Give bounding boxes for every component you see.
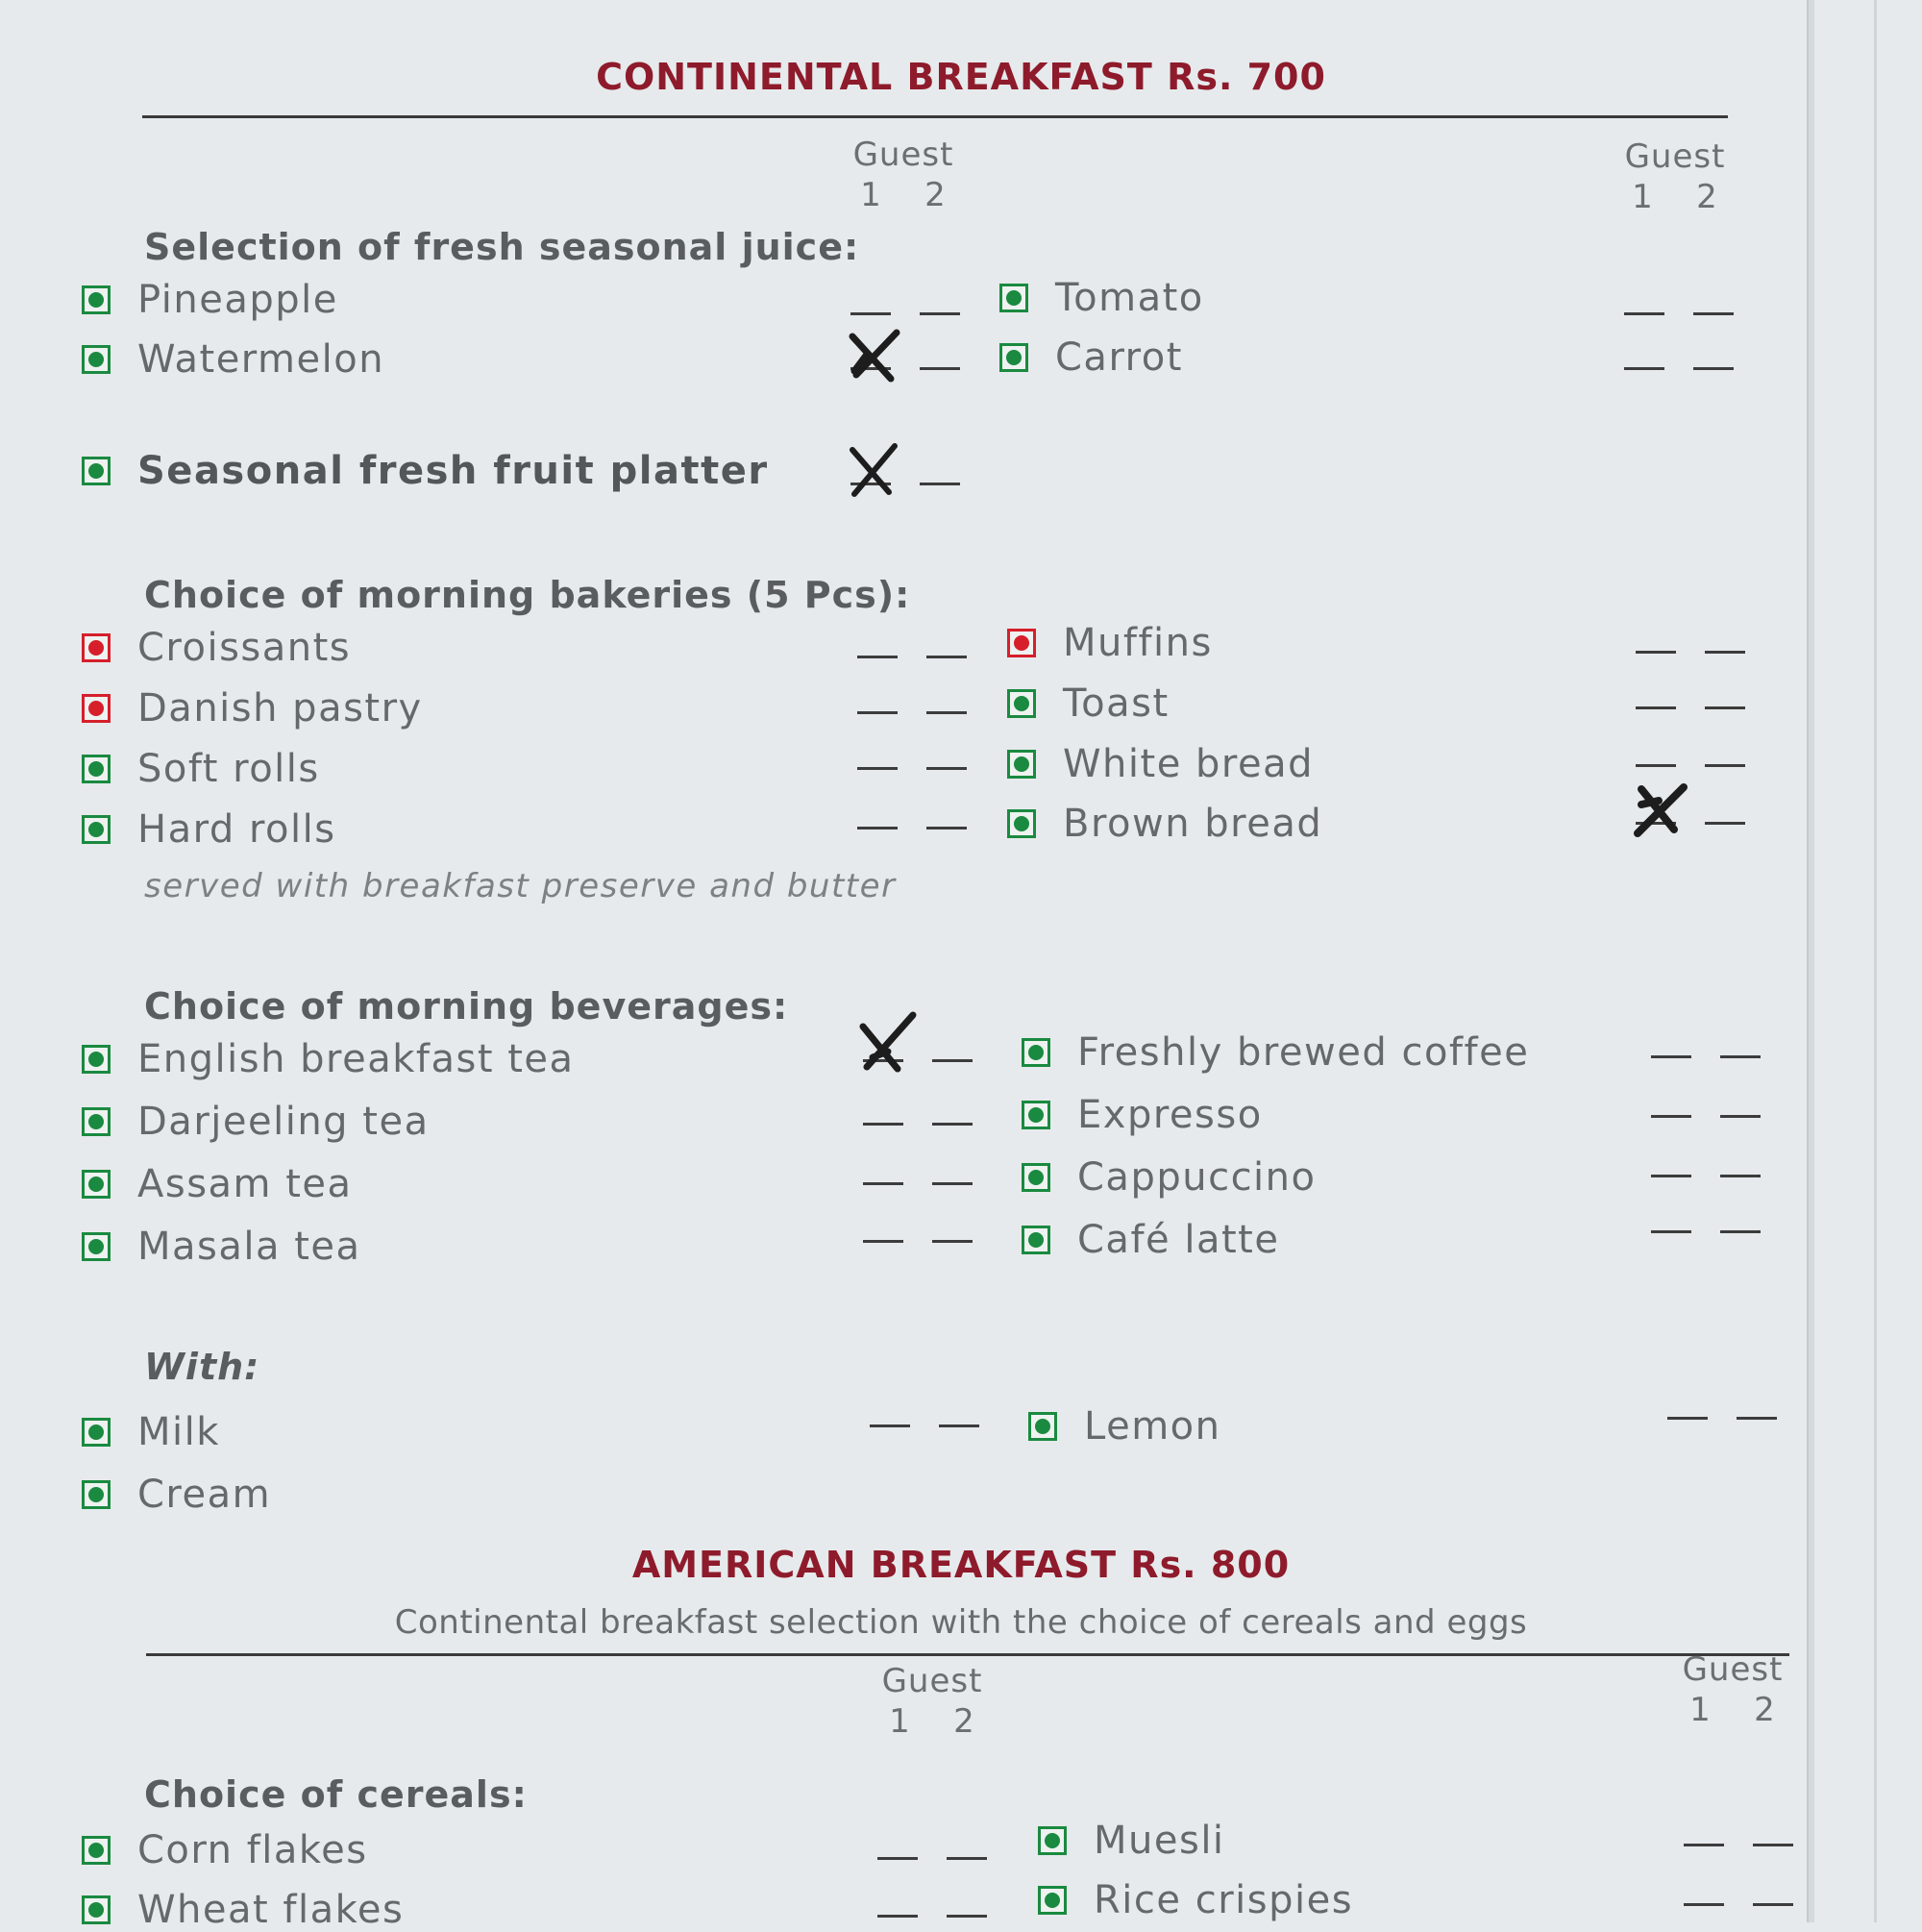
guest-1-checkbox[interactable]: [877, 1857, 918, 1860]
item-name: Hard rolls: [137, 807, 336, 852]
guest-blanks-soft-rolls: [857, 767, 967, 770]
guest-blanks-toast: [1636, 706, 1745, 709]
guest-blanks-tomato: [1624, 312, 1734, 315]
menu-item-wheat-flakes: [82, 1889, 404, 1931]
guest-blanks-brown-bread: [1636, 822, 1745, 825]
guest-1-checkbox[interactable]: [1684, 1903, 1724, 1906]
item-name: Pineapple: [137, 278, 338, 322]
veg-icon: [999, 343, 1028, 372]
item-name: Watermelon: [137, 337, 385, 382]
guest-2-checkbox[interactable]: [939, 1424, 979, 1427]
menu-item-brown-bread: [1007, 803, 1322, 845]
guest-2-checkbox[interactable]: [1720, 1055, 1761, 1058]
item-name: Assam tea: [137, 1162, 353, 1206]
veg-icon: [82, 755, 111, 783]
check-mark-icon: [1632, 781, 1689, 839]
guest-1-checkbox[interactable]: [1651, 1230, 1691, 1233]
guest-blanks-darjeeling-tea: [863, 1123, 973, 1126]
guest-2-checkbox[interactable]: [1705, 706, 1745, 709]
divider: [142, 115, 1728, 118]
guest-1-checkbox[interactable]: [1636, 706, 1676, 709]
guest-1-checkbox[interactable]: [1624, 367, 1664, 370]
veg-icon: [1038, 1826, 1067, 1855]
guest-blanks-cappuccino: [1651, 1175, 1761, 1177]
guest-1-label: 1: [860, 176, 882, 214]
non-veg-icon: [82, 633, 111, 662]
guest-1-checkbox[interactable]: [863, 1123, 903, 1126]
guest-1-label: 1: [889, 1702, 911, 1741]
menu-item-muesli: [1038, 1820, 1225, 1862]
veg-icon: [999, 284, 1028, 312]
guest-blanks-pineapple: [850, 312, 960, 315]
guest-blanks-wheat-flakes: [877, 1915, 987, 1918]
guest-2-checkbox[interactable]: [932, 1182, 973, 1185]
guest-label: Guest: [1624, 137, 1726, 176]
veg-icon: [82, 815, 111, 844]
item-name: Seasonal fresh fruit platter: [137, 449, 769, 493]
guest-1-checkbox[interactable]: [850, 483, 891, 485]
guest-blanks-cafe-latte: [1651, 1230, 1761, 1233]
menu-item-hard-rolls: [82, 808, 336, 851]
non-veg-icon: [82, 694, 111, 723]
check-mark-icon: [859, 1019, 917, 1077]
menu-item-muffins: [1007, 622, 1213, 664]
item-name: Cream: [137, 1473, 272, 1517]
item-name: Croissants: [137, 626, 352, 670]
item-name: Darjeeling tea: [137, 1100, 430, 1144]
guest-1-checkbox[interactable]: [877, 1915, 918, 1918]
item-name: White bread: [1063, 742, 1314, 786]
menu-item-expresso: [1022, 1094, 1263, 1136]
guest-2-checkbox[interactable]: [926, 711, 967, 714]
guest-2-checkbox[interactable]: [932, 1123, 973, 1126]
bakery-note: served with breakfast preserve and butter: [144, 867, 897, 905]
guest-2-label: 2: [953, 1702, 975, 1741]
menu-item-freshly-brewed-coffee: [1022, 1031, 1529, 1074]
veg-icon: [82, 1170, 111, 1199]
continental-title: CONTINENTAL BREAKFAST Rs. 700: [596, 56, 1326, 98]
guest-2-checkbox[interactable]: [920, 312, 960, 315]
menu-item-white-bread: [1007, 743, 1314, 785]
veg-icon: [1007, 750, 1036, 779]
guest-label: Guest: [1682, 1650, 1784, 1689]
guest-1-label: 1: [1689, 1691, 1712, 1729]
menu-item-rice-crispies: [1038, 1879, 1353, 1921]
guest-2-checkbox[interactable]: [1693, 312, 1734, 315]
guest-2-checkbox[interactable]: [932, 1059, 973, 1062]
veg-icon: [1022, 1101, 1050, 1129]
guest-2-label: 2: [1754, 1691, 1776, 1729]
guest-blanks-assam-tea: [863, 1182, 973, 1185]
guest-header-left: [850, 1661, 1014, 1742]
guest-blanks-white-bread: [1636, 764, 1745, 767]
guest-2-label: 2: [1696, 178, 1718, 216]
veg-icon: [82, 457, 111, 485]
guest-2-checkbox[interactable]: [932, 1240, 973, 1243]
cereal-heading: Choice of cereals:: [144, 1773, 528, 1816]
veg-icon: [1038, 1886, 1067, 1915]
guest-1-checkbox[interactable]: [1636, 651, 1676, 654]
guest-blanks-danish-pastry: [857, 711, 967, 714]
guest-2-checkbox[interactable]: [920, 483, 960, 485]
guest-2-checkbox[interactable]: [1720, 1230, 1761, 1233]
item-name: Cappuccino: [1077, 1155, 1317, 1200]
guest-2-checkbox[interactable]: [1705, 651, 1745, 654]
item-name: Rice crispies: [1094, 1878, 1354, 1922]
item-name: Carrot: [1055, 335, 1183, 380]
menu-item-soft-rolls: [82, 748, 320, 790]
guest-1-checkbox[interactable]: [863, 1182, 903, 1185]
bakery-heading: Choice of morning bakeries (5 Pcs):: [144, 574, 911, 616]
veg-icon: [82, 1232, 111, 1261]
guest-2-checkbox[interactable]: [926, 767, 967, 770]
guest-1-checkbox[interactable]: [1636, 764, 1676, 767]
menu-item-toast: [1007, 682, 1170, 725]
menu-item-masala-tea: [82, 1226, 361, 1268]
item-name: Milk: [137, 1410, 220, 1454]
menu-item-carrot: [999, 336, 1183, 379]
guest-2-checkbox[interactable]: [1753, 1844, 1793, 1846]
menu-item-cappuccino: [1022, 1156, 1317, 1199]
guest-blanks-watermelon: [850, 367, 960, 370]
guest-blanks-masala-tea: [863, 1240, 973, 1243]
guest-blanks-croissants: [857, 656, 967, 658]
guest-1-checkbox[interactable]: [1651, 1115, 1691, 1118]
item-name: Muesli: [1094, 1819, 1225, 1863]
veg-icon: [1022, 1163, 1050, 1192]
guest-2-checkbox[interactable]: [947, 1857, 987, 1860]
guest-blanks-english-tea: [863, 1059, 973, 1062]
guest-2-checkbox[interactable]: [1720, 1175, 1761, 1177]
veg-icon: [82, 1480, 111, 1509]
guest-1-checkbox[interactable]: [857, 656, 898, 658]
guest-1-checkbox[interactable]: [857, 767, 898, 770]
menu-item-darjeeling-tea: [82, 1101, 430, 1143]
guest-2-checkbox[interactable]: [926, 656, 967, 658]
guest-label: Guest: [852, 136, 954, 174]
veg-icon: [1007, 809, 1036, 838]
juice-heading: Selection of fresh seasonal juice:: [144, 226, 860, 268]
menu-item-tomato: [999, 277, 1204, 319]
menu-item-assam-tea: [82, 1163, 353, 1205]
item-name: Wheat flakes: [137, 1888, 405, 1932]
guest-blanks-milk: [870, 1424, 979, 1427]
guest-2-checkbox[interactable]: [920, 367, 960, 370]
item-name: Freshly brewed coffee: [1077, 1030, 1530, 1075]
item-name: English breakfast tea: [137, 1037, 575, 1081]
non-veg-icon: [1007, 629, 1036, 657]
item-name: Brown bread: [1063, 802, 1323, 846]
guest-1-checkbox[interactable]: [1636, 822, 1676, 825]
guest-blanks-fruit-platter: [850, 483, 960, 485]
guest-1-checkbox[interactable]: [857, 827, 898, 830]
guest-2-label: 2: [924, 176, 947, 214]
guest-blanks-corn-flakes: [877, 1857, 987, 1860]
veg-icon: [82, 1895, 111, 1924]
guest-1-checkbox[interactable]: [1684, 1844, 1724, 1846]
item-name: Soft rolls: [137, 747, 320, 791]
menu-item-fruit-platter: [82, 450, 769, 492]
guest-1-checkbox[interactable]: [1651, 1175, 1691, 1177]
guest-1-checkbox[interactable]: [850, 312, 891, 315]
guest-header-left: [822, 135, 985, 215]
veg-icon: [1022, 1038, 1050, 1067]
veg-icon: [1007, 689, 1036, 718]
veg-icon: [82, 345, 111, 374]
menu-item-milk: [82, 1411, 220, 1453]
item-name: Toast: [1063, 681, 1170, 726]
guest-blanks-expresso: [1651, 1115, 1761, 1118]
veg-icon: [82, 285, 111, 314]
menu-item-cafe-latte: [1022, 1219, 1279, 1261]
guest-2-checkbox[interactable]: [1693, 367, 1734, 370]
veg-icon: [82, 1836, 111, 1865]
veg-icon: [1022, 1226, 1050, 1254]
item-name: Expresso: [1077, 1093, 1263, 1137]
guest-1-checkbox[interactable]: [850, 367, 891, 370]
guest-header-right: [1593, 136, 1757, 217]
guest-2-checkbox[interactable]: [1705, 822, 1745, 825]
guest-blanks-lemon: [1667, 1417, 1777, 1420]
item-name: Café latte: [1077, 1218, 1280, 1262]
guest-1-checkbox[interactable]: [1667, 1417, 1708, 1420]
veg-icon: [82, 1045, 111, 1074]
item-name: Muffins: [1063, 621, 1213, 665]
guest-blanks-muesli: [1684, 1844, 1793, 1846]
veg-icon: [82, 1107, 111, 1136]
guest-2-checkbox[interactable]: [1720, 1115, 1761, 1118]
with-heading: With:: [144, 1346, 260, 1388]
guest-header-right: [1651, 1649, 1814, 1730]
beverage-heading: Choice of morning beverages:: [144, 985, 789, 1028]
guest-blanks-rice-crispies: [1684, 1903, 1793, 1906]
guest-1-checkbox[interactable]: [1624, 312, 1664, 315]
guest-2-checkbox[interactable]: [947, 1915, 987, 1918]
veg-icon: [1028, 1412, 1057, 1441]
guest-1-label: 1: [1632, 178, 1654, 216]
guest-blanks-muffins: [1636, 651, 1745, 654]
guest-blanks-carrot: [1624, 367, 1734, 370]
american-subtitle: Continental breakfast selection with the choice of cereals and eggs: [394, 1603, 1528, 1642]
menu-item-danish-pastry: [82, 687, 423, 730]
item-name: Lemon: [1084, 1404, 1221, 1449]
menu-item-watermelon: [82, 338, 384, 381]
check-mark-icon: [847, 442, 904, 500]
american-title: AMERICAN BREAKFAST Rs. 800: [631, 1544, 1291, 1586]
menu-item-pineapple: [82, 279, 338, 321]
menu-item-corn-flakes: [82, 1829, 368, 1871]
guest-2-checkbox[interactable]: [1753, 1903, 1793, 1906]
guest-2-checkbox[interactable]: [926, 827, 967, 830]
guest-1-checkbox[interactable]: [863, 1240, 903, 1243]
menu-item-english-breakfast-tea: [82, 1038, 575, 1080]
guest-blanks-coffee: [1651, 1055, 1761, 1058]
menu-item-cream: [82, 1474, 271, 1516]
veg-icon: [82, 1418, 111, 1447]
check-mark-icon: [847, 327, 904, 384]
item-name: Danish pastry: [137, 686, 423, 731]
menu-item-lemon: [1028, 1405, 1220, 1448]
guest-2-checkbox[interactable]: [1705, 764, 1745, 767]
menu-item-croissants: [82, 627, 351, 669]
item-name: Corn flakes: [137, 1828, 368, 1872]
guest-blanks-hard-rolls: [857, 827, 967, 830]
guest-2-checkbox[interactable]: [1737, 1417, 1777, 1420]
divider: [146, 1653, 1789, 1656]
guest-label: Guest: [881, 1662, 983, 1700]
item-name: Tomato: [1055, 276, 1204, 320]
guest-1-checkbox[interactable]: [1651, 1055, 1691, 1058]
guest-1-checkbox[interactable]: [863, 1059, 903, 1062]
guest-1-checkbox[interactable]: [870, 1424, 910, 1427]
guest-1-checkbox[interactable]: [857, 711, 898, 714]
item-name: Masala tea: [137, 1225, 361, 1269]
